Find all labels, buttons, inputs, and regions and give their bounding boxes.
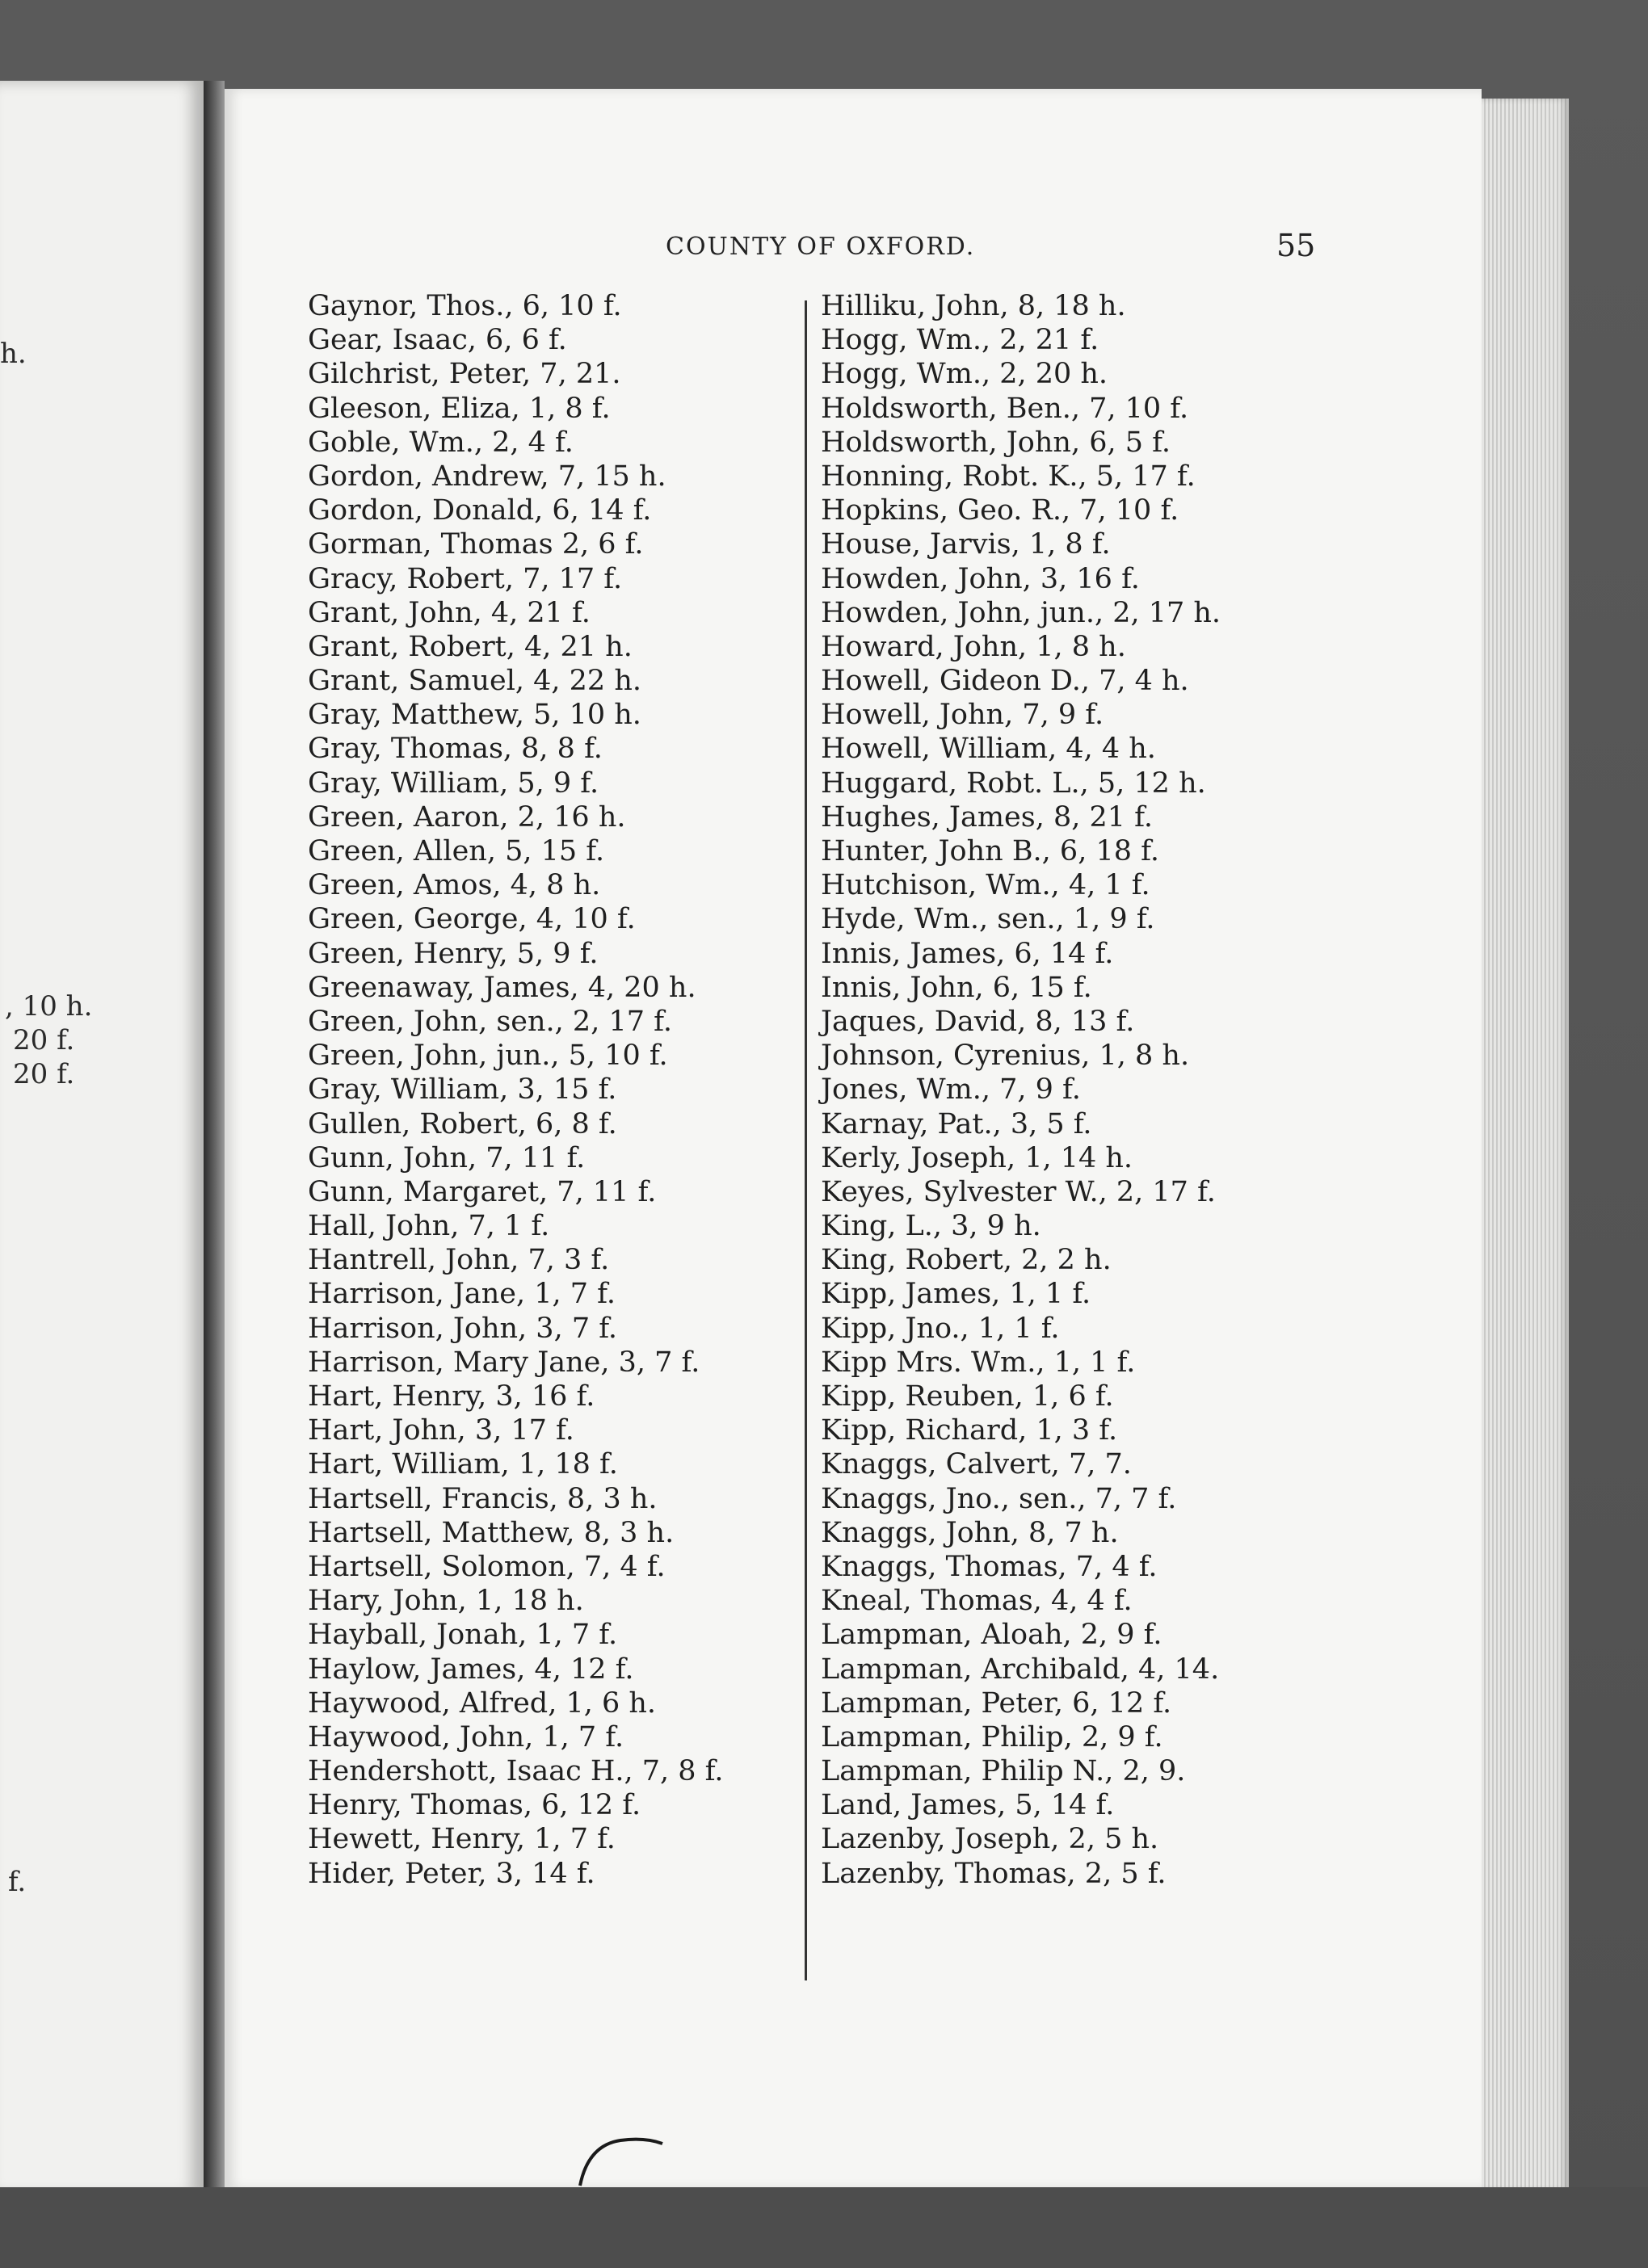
directory-entry: Harrison, Mary Jane, 3, 7 f.: [308, 1346, 700, 1379]
directory-entry: Grant, John, 4, 21 f.: [308, 596, 591, 629]
directory-entry: Gray, William, 3, 15 f.: [308, 1073, 617, 1107]
directory-entry: Grant, Samuel, 4, 22 h.: [308, 665, 641, 698]
directory-entry: Innis, James, 6, 14 f.: [821, 937, 1114, 970]
directory-entry: Gilchrist, Peter, 7, 21.: [308, 358, 621, 391]
directory-entry: Hart, John, 3, 17 f.: [308, 1414, 574, 1447]
directory-entry: Jaques, David, 8, 13 f.: [821, 1005, 1135, 1038]
directory-entry: Howden, John, 3, 16 f.: [821, 562, 1140, 595]
directory-entry: Lampman, Philip N., 2, 9.: [821, 1755, 1186, 1788]
directory-entry: Holdsworth, Ben., 7, 10 f.: [821, 392, 1189, 425]
directory-entry: Howard, John, 1, 8 h.: [821, 630, 1126, 663]
left-page-fragment: h.: [0, 338, 27, 370]
directory-entry: Kipp, Jno., 1, 1 f.: [821, 1312, 1060, 1345]
directory-entry: Hartsell, Francis, 8, 3 h.: [308, 1482, 658, 1515]
directory-entry: Hart, Henry, 3, 16 f.: [308, 1380, 595, 1413]
directory-entry: Hogg, Wm., 2, 21 f.: [821, 324, 1099, 357]
directory-entry: Hartsell, Matthew, 8, 3 h.: [308, 1516, 675, 1549]
directory-entry: Huggard, Robt. L., 5, 12 h.: [821, 766, 1206, 800]
directory-entry: Knaggs, Calvert, 7, 7.: [821, 1448, 1132, 1481]
directory-entry: Haywood, Alfred, 1, 6 h.: [308, 1686, 657, 1720]
directory-entry: Innis, John, 6, 15 f.: [821, 971, 1092, 1004]
directory-entry: Hilliku, John, 8, 18 h.: [821, 290, 1126, 322]
left-page-fragment: 20 f.: [13, 1024, 75, 1056]
directory-entry: Green, John, jun., 5, 10 f.: [308, 1040, 668, 1073]
directory-entry: Gordon, Andrew, 7, 15 h.: [308, 460, 666, 493]
left-page-fragment: 20 f.: [13, 1058, 75, 1090]
directory-entry: Hughes, James, 8, 21 f.: [821, 800, 1153, 834]
book-gutter: [204, 81, 225, 2195]
directory-entry: Green, John, sen., 2, 17 f.: [308, 1005, 672, 1038]
directory-entry: Hall, John, 7, 1 f.: [308, 1210, 550, 1243]
directory-entry: Hyde, Wm., sen., 1, 9 f.: [821, 903, 1155, 936]
directory-entry: Gray, Thomas, 8, 8 f.: [308, 733, 603, 766]
directory-entry: Green, Allen, 5, 15 f.: [308, 835, 605, 867]
directory-entry: Lampman, Philip, 2, 9 f.: [821, 1720, 1163, 1754]
directory-entry: Gordon, Donald, 6, 14 f.: [308, 494, 652, 527]
directory-entry: Lazenby, Joseph, 2, 5 h.: [821, 1823, 1159, 1856]
directory-entry: Gray, Matthew, 5, 10 h.: [308, 699, 641, 732]
directory-entry: Green, Aaron, 2, 16 h.: [308, 800, 626, 834]
directory-entry: Johnson, Cyrenius, 1, 8 h.: [821, 1040, 1190, 1073]
directory-entry: Green, George, 4, 10 f.: [308, 903, 636, 936]
directory-entry: Hendershott, Isaac H., 7, 8 f.: [308, 1755, 724, 1788]
directory-entry: Gear, Isaac, 6, 6 f.: [308, 324, 567, 357]
directory-entry: Grant, Robert, 4, 21 h.: [308, 630, 633, 663]
directory-entry: Gunn, John, 7, 11 f.: [308, 1141, 586, 1174]
directory-entry: Greenaway, James, 4, 20 h.: [308, 971, 696, 1004]
page-number: 55: [1276, 228, 1316, 263]
directory-entry: Green, Amos, 4, 8 h.: [308, 869, 601, 902]
directory-entry: Hunter, John B., 6, 18 f.: [821, 835, 1159, 867]
directory-entry: King, L., 3, 9 h.: [821, 1210, 1041, 1243]
directory-entry: Kerly, Joseph, 1, 14 h.: [821, 1141, 1133, 1174]
directory-entry: Keyes, Sylvester W., 2, 17 f.: [821, 1175, 1216, 1208]
directory-entry: Kneal, Thomas, 4, 4 f.: [821, 1585, 1133, 1618]
page-edge-stack: [1482, 99, 1569, 2190]
directory-entry: Haywood, John, 1, 7 f.: [308, 1720, 624, 1754]
directory-entry: Karnay, Pat., 3, 5 f.: [821, 1107, 1092, 1140]
directory-entry: Holdsworth, John, 6, 5 f.: [821, 426, 1171, 459]
scan-bottom-edge: [0, 2187, 1648, 2268]
previous-page-edge: [0, 81, 204, 2195]
directory-entry: Land, James, 5, 14 f.: [821, 1789, 1115, 1822]
directory-entry: Hayball, Jonah, 1, 7 f.: [308, 1619, 618, 1652]
directory-entry: Knaggs, Jno., sen., 7, 7 f.: [821, 1482, 1177, 1515]
directory-entry: Hantrell, John, 7, 3 f.: [308, 1244, 610, 1277]
directory-entry: Hewett, Henry, 1, 7 f.: [308, 1823, 616, 1856]
directory-entry: Harrison, Jane, 1, 7 f.: [308, 1278, 616, 1311]
directory-column-left: [308, 289, 723, 1891]
directory-entry: Hogg, Wm., 2, 20 h.: [821, 358, 1108, 391]
directory-entry: Gleeson, Eliza, 1, 8 f.: [308, 392, 611, 425]
left-page-fragment: f.: [8, 1866, 27, 1898]
directory-entry: Gracy, Robert, 7, 17 f.: [308, 562, 623, 595]
directory-entry: Howell, William, 4, 4 h.: [821, 733, 1156, 766]
directory-entry: Kipp Mrs. Wm., 1, 1 f.: [821, 1346, 1136, 1379]
directory-entry: Kipp, James, 1, 1 f.: [821, 1278, 1091, 1311]
directory-entry: Hopkins, Geo. R., 7, 10 f.: [821, 494, 1179, 527]
directory-entry: Goble, Wm., 2, 4 f.: [308, 426, 574, 459]
directory-entry: Kipp, Reuben, 1, 6 f.: [821, 1380, 1114, 1413]
directory-entry: Gray, William, 5, 9 f.: [308, 766, 599, 800]
directory-entry: Lampman, Peter, 6, 12 f.: [821, 1686, 1172, 1720]
directory-entry: Lampman, Aloah, 2, 9 f.: [821, 1619, 1162, 1652]
directory-entry: Hartsell, Solomon, 7, 4 f.: [308, 1550, 666, 1583]
pencil-mark-decoration: [572, 2129, 669, 2194]
directory-entry: Knaggs, Thomas, 7, 4 f.: [821, 1550, 1158, 1583]
directory-entry: House, Jarvis, 1, 8 f.: [821, 528, 1111, 561]
directory-entry: Lazenby, Thomas, 2, 5 f.: [821, 1857, 1167, 1890]
directory-entry: Hutchison, Wm., 4, 1 f.: [821, 869, 1150, 902]
column-divider: [805, 300, 807, 1980]
directory-entry: Gaynor, Thos., 6, 10 f.: [308, 290, 622, 322]
directory-entry: Haylow, James, 4, 12 f.: [308, 1653, 634, 1686]
directory-entry: Henry, Thomas, 6, 12 f.: [308, 1789, 641, 1822]
directory-entry: Lampman, Archibald, 4, 14.: [821, 1653, 1220, 1686]
directory-entry: Jones, Wm., 7, 9 f.: [821, 1073, 1081, 1107]
directory-entry: Harrison, John, 3, 7 f.: [308, 1312, 618, 1345]
running-title: COUNTY OF OXFORD.: [666, 233, 976, 261]
directory-entry: Gorman, Thomas 2, 6 f.: [308, 528, 644, 561]
directory-entry: Knaggs, John, 8, 7 h.: [821, 1516, 1119, 1549]
directory-entry: King, Robert, 2, 2 h.: [821, 1244, 1112, 1277]
directory-column-right: [821, 289, 1221, 1891]
directory-entry: Howell, Gideon D., 7, 4 h.: [821, 665, 1189, 698]
left-page-fragment: , 10 h.: [5, 990, 93, 1023]
directory-entry: Gunn, Margaret, 7, 11 f.: [308, 1175, 657, 1208]
directory-entry: Honning, Robt. K., 5, 17 f.: [821, 460, 1196, 493]
directory-entry: Hart, William, 1, 18 f.: [308, 1448, 618, 1481]
directory-entry: Howden, John, jun., 2, 17 h.: [821, 596, 1221, 629]
directory-entry: Kipp, Richard, 1, 3 f.: [821, 1414, 1118, 1447]
directory-entry: Green, Henry, 5, 9 f.: [308, 937, 599, 970]
directory-entry: Gullen, Robert, 6, 8 f.: [308, 1107, 617, 1140]
page: [225, 89, 1482, 2189]
directory-entry: Howell, John, 7, 9 f.: [821, 699, 1104, 732]
directory-entry: Hider, Peter, 3, 14 f.: [308, 1857, 595, 1890]
directory-entry: Hary, John, 1, 18 h.: [308, 1585, 584, 1618]
